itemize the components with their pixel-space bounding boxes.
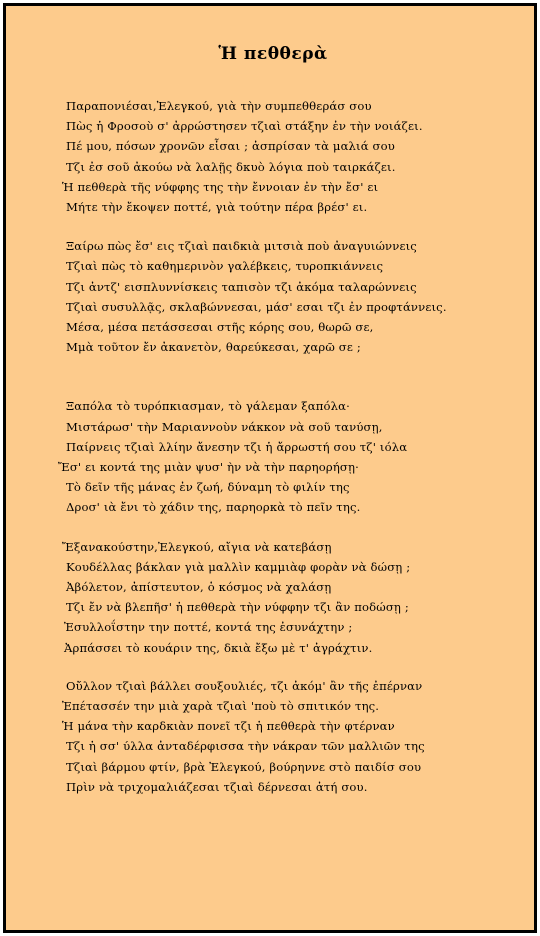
poem-line: Ἔξανακούστην,Ἐλεγκού, αἴγια νὰ κατεβάσῃ <box>62 539 332 554</box>
stanza-5 <box>58 676 528 797</box>
poem-page <box>3 3 537 933</box>
poem-line: Ἀβόλετον, ἀπίστευτον, ὁ κόσμος νὰ χαλάσῃ <box>66 580 332 595</box>
poem-line: Τζιαὶ πὼς τὸ καθημερινὸν γαλέβκεις, τυροπκιάννεις <box>66 259 384 274</box>
poem-line: Πὼς ἡ Φροσοὺ σ' ἀρρώστησεν τζιαὶ στάξην ἐν τὴν νοιάζει. <box>66 119 423 134</box>
poem-line: Μιστάρωσ' τὴν Μαριαννοὺν νάκκον νὰ σοῦ τανύσῃ, <box>66 419 383 434</box>
poem-line: Μέσα, μέσα πετάσσεσαι στῆς κόρης σου, θωρῶ σε, <box>66 320 374 335</box>
poem-line: Ἡ μάνα τὴν καρδκιὰν πονεῖ τζι ἡ πεθθερὰ τὴν φτέρναν <box>62 719 395 734</box>
poem-line: Ἡ πεθθερὰ τῆς νύφφης της τὴν ἔννοιαν ἐν τὴν ἔσ' ει <box>62 179 379 194</box>
stanza-2 <box>58 236 528 357</box>
poem-line: Τὸ δεῖν τῆς μάνας ἐν ζωή, δύναμη τὸ φιλίν της <box>66 480 350 495</box>
stanza-1 <box>58 96 528 217</box>
poem-line: Παραπονιέσαι,Ἐλεγκού, γιὰ τὴν συμπεθθεράσ σου <box>66 99 372 113</box>
poem-line: Τζι ἐσ σοῦ ἀκούω νὰ λαλῇς δκυὸ λόγια ποὺ ταιρκάζει. <box>66 159 396 174</box>
poem-line: Τζιαὶ βάρμου φτίν, βρὰ Ἐλεγκού, βούρηννε στὸ παιδίσ σου <box>66 759 422 774</box>
poem-line: Πρὶν νὰ τριχομαλιάζεσαι τζιαὶ δέρνεσαι ἀτή σου. <box>66 779 368 794</box>
poem-line: Τζι ἔν νὰ βλεπῆσ' ἡ πεθθερὰ τὴν νύφφην τζι ἂν ποδώσῃ ; <box>66 600 409 615</box>
poem-line: Κουδέλλας βάκλαν γιὰ μαλλὶν καμμιὰφ φορὰν νὰ δώσῃ ; <box>66 559 411 574</box>
poem-line: Μμὰ τοῦτον ἔν ἀκανετὸν, θαρεύκεσαι, χαρῶ σε ; <box>66 340 361 355</box>
stanza-gap <box>58 518 528 537</box>
stanza-4 <box>58 537 528 658</box>
poem-line: Παίρνεις τζιαὶ λλίην ἄνεσην τζι ἡ ἄρρωστή σου τζ' ιόλα <box>66 439 408 454</box>
poem-line: Τζιαὶ συσυλλᾷς, σκλαβώννεσαι, μάσ' εσαι τζι ἐν προφτάννεις. <box>66 299 447 314</box>
stanza-3 <box>58 396 528 517</box>
poem-line: Μήτε τὴν ἔκοψεν ποττέ, γιὰ τούτην πέρα βρέσ' ει. <box>66 200 368 215</box>
poem-line: Τζι ἡ σσ' ύλλα ἀνταδέρφισσα τὴν νάκραν τῶν μαλλιῶν της <box>66 739 425 754</box>
stanza-gap <box>58 217 528 236</box>
poem-line: Ἐσυλλοΐστην την ποττέ, κοντά της ἐσυνάχτην ; <box>64 620 353 635</box>
poem-body <box>58 96 528 797</box>
poem-line: Ξαπόλα τὸ τυρόπκιασμαν, τὸ γάλεμαν ξαπόλα· <box>66 399 350 414</box>
poem-title: Ἡ πεθθερὰ <box>218 44 328 64</box>
poem-line: Οὔλλον τζιαὶ βάλλει σουξουλιές, τζι ἀκόμ' ἂν τῆς ἐπέρναν <box>66 678 423 693</box>
poem-line: Ἐπέτασσέν την μιὰ χαρὰ τζιαὶ 'ποὺ τὸ σπιτικόν της. <box>62 699 380 714</box>
poem-line: Ἀρπάσσει τὸ κουάριν της, δκιὰ ἔξω μὲ τ' ἀγράχτιν. <box>64 640 373 655</box>
stanza-gap <box>58 357 528 396</box>
stanza-gap <box>58 658 528 676</box>
poem-line: Πέ μου, πόσων χρονῶν εἶσαι ; ἀσπρίσαν τὰ μαλιά σου <box>66 139 395 154</box>
poem-line: Ἔσ' ει κοντά της μιὰν ψυσ' ὴν νὰ τὴν παρηορήσῃ· <box>58 460 359 475</box>
poem-line: Τζι ἀντζ' εισπλυννίσκεις ταπισὸν τζι ἀκόμα ταλαρώννεις <box>66 279 417 294</box>
poem-line: Δροσ' ιὰ ἔνι τὸ χάδιν της, παρηορκὰ τὸ πεῖν της. <box>66 500 361 515</box>
poem-line: Ξαίρω πὼς ἔσ' εις τζιαὶ παιδκιὰ μιτσιὰ ποὺ ἀναγυιώννεις <box>66 239 417 254</box>
